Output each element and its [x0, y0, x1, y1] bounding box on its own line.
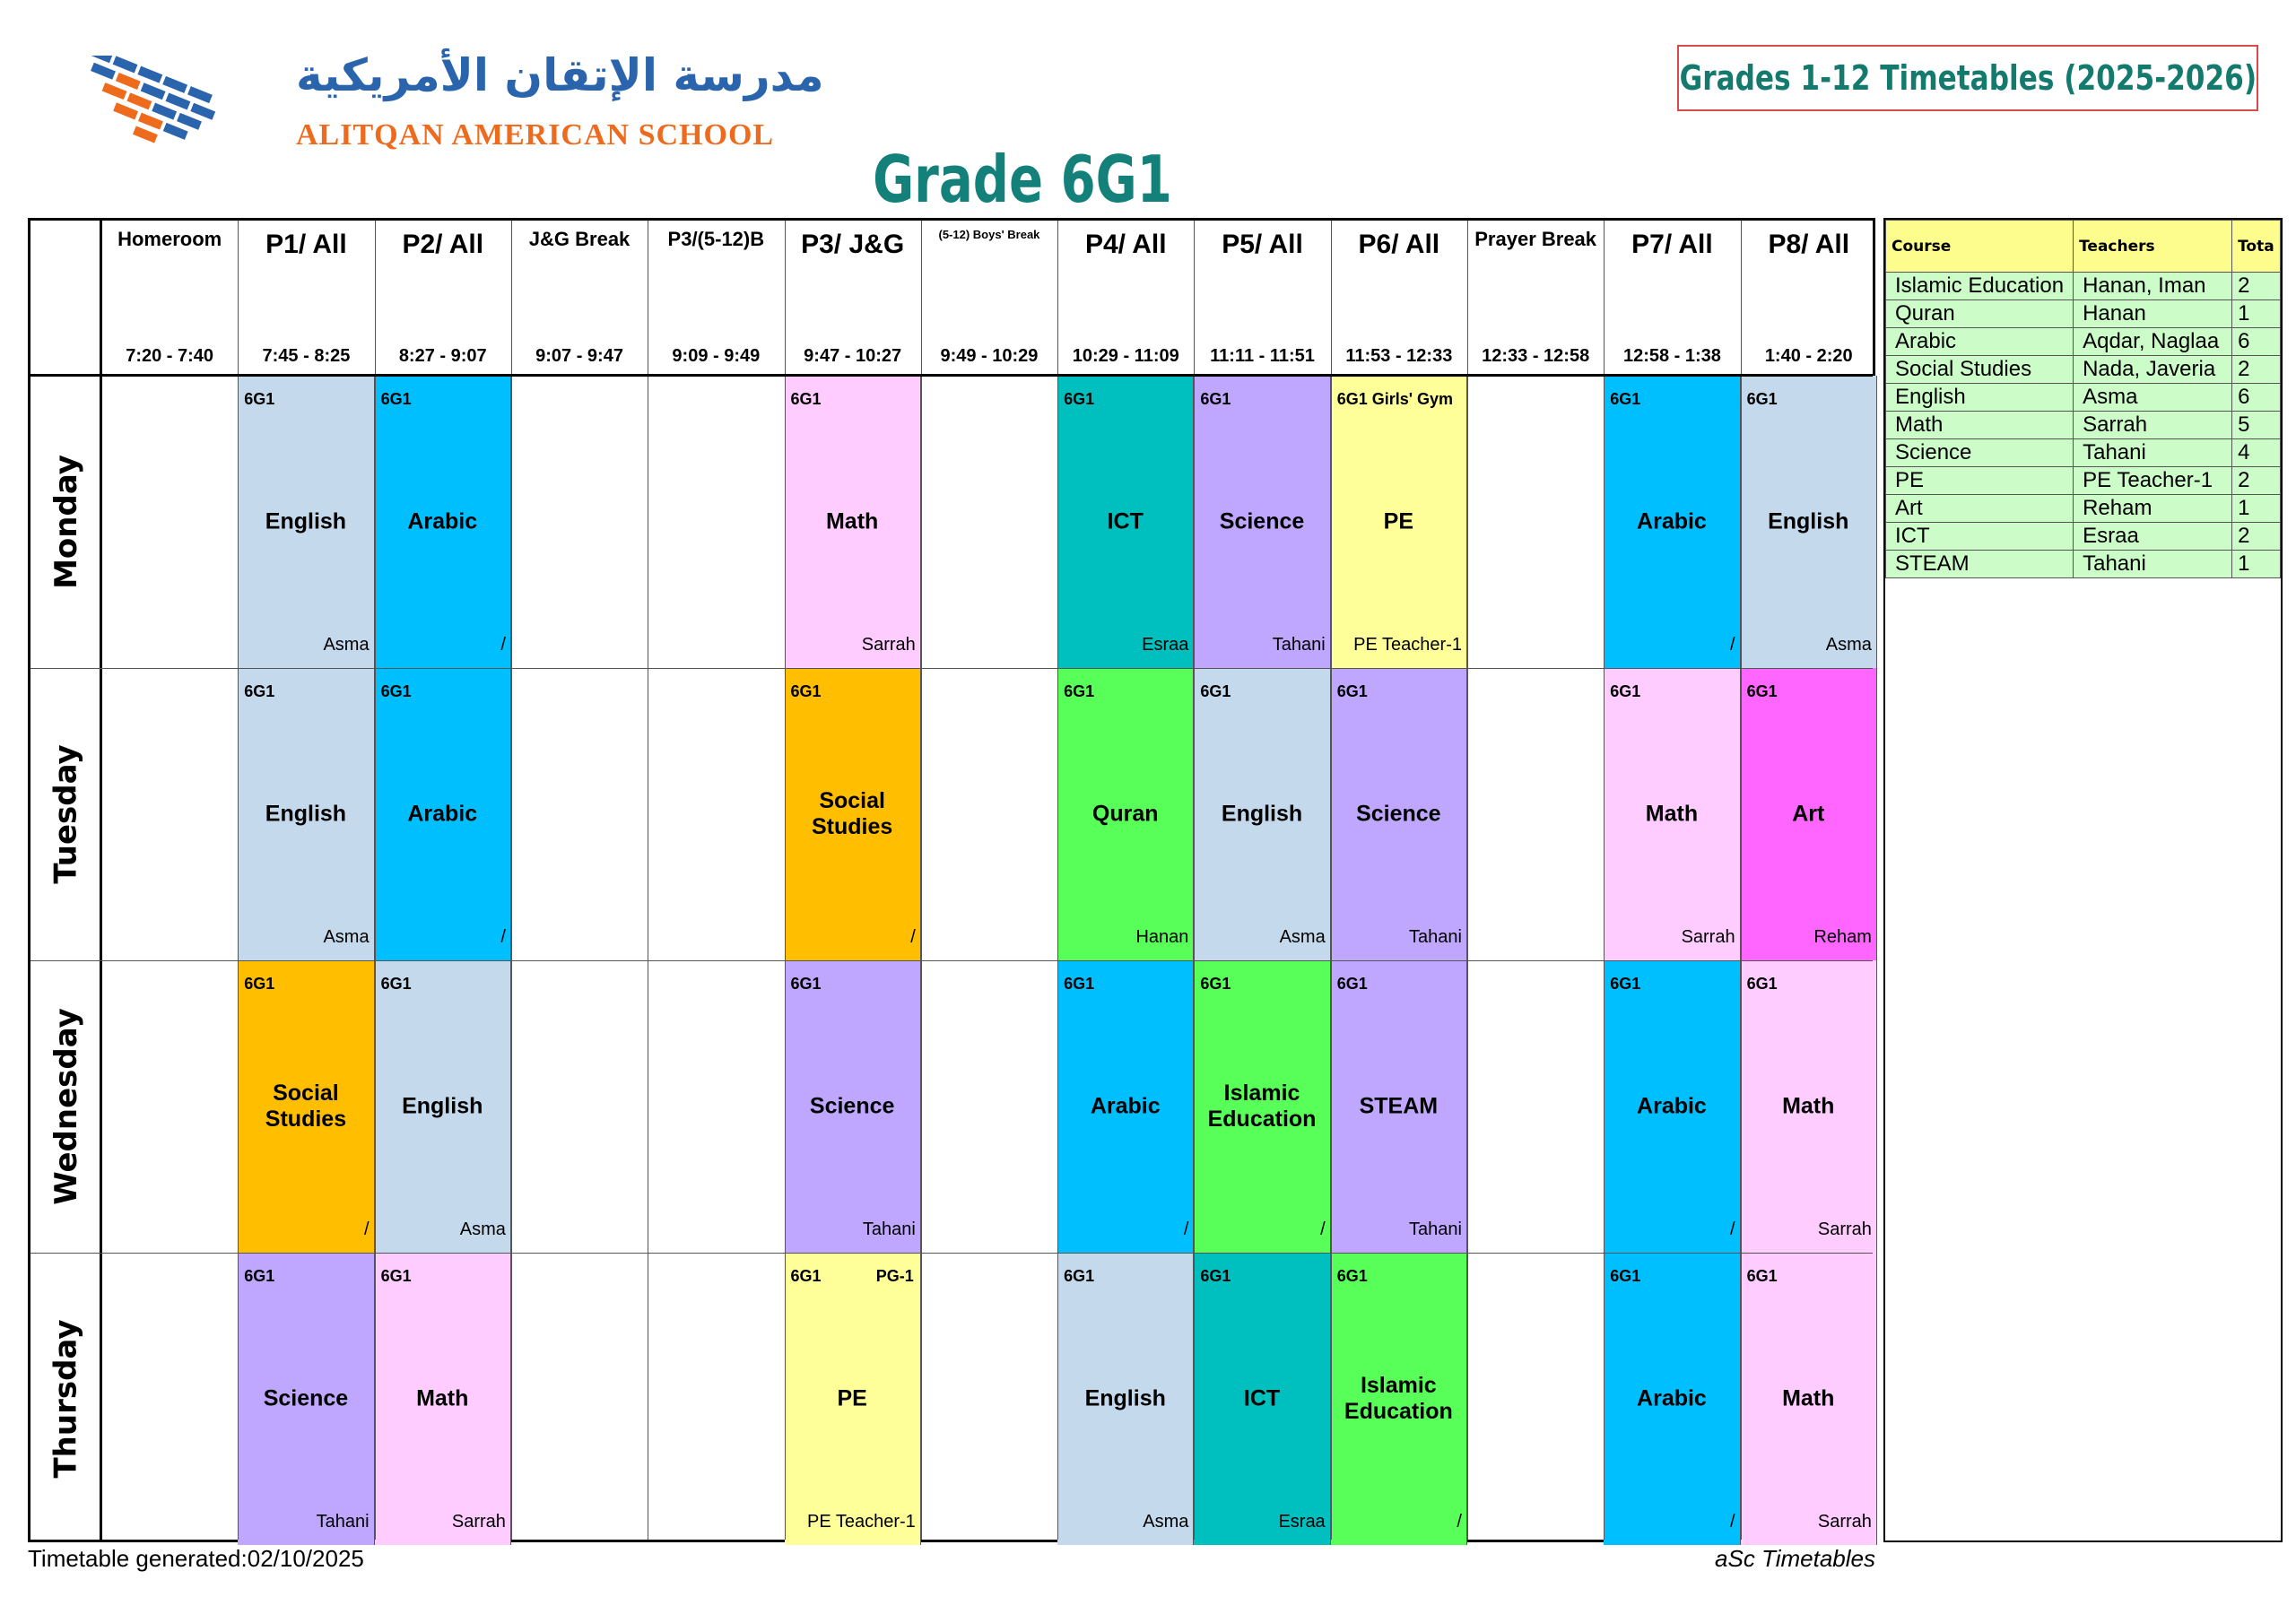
lesson-class: 6G1	[1200, 682, 1231, 700]
lesson-teacher: Asma	[1825, 635, 1872, 655]
period-header	[785, 221, 921, 376]
lesson-class: 6G1	[244, 1267, 275, 1285]
summary-total: 2	[2232, 356, 2281, 384]
lesson-class: 6G1	[790, 1267, 822, 1285]
summary-row	[1886, 495, 2281, 523]
summary-course: Math	[1886, 412, 2074, 439]
summary-row	[1886, 523, 2281, 551]
lesson-cell[interactable]	[785, 668, 921, 960]
lesson-class: 6G1	[790, 390, 822, 408]
period-header	[648, 221, 784, 376]
summary-total: 1	[2232, 495, 2281, 523]
lesson-teacher: Hanan	[1135, 927, 1189, 947]
summary-teachers: Tahani	[2074, 551, 2232, 578]
summary-total: 4	[2232, 439, 2281, 467]
lesson-teacher: /	[1730, 1219, 1735, 1239]
period-header	[238, 221, 374, 376]
period-name: (5-12) Boys' Break	[938, 228, 1040, 241]
day-name: Wednesday	[48, 1008, 84, 1205]
summary-total: 6	[2232, 328, 2281, 356]
lesson-teacher: /	[1730, 1512, 1735, 1532]
summary-course: Science	[1886, 439, 2074, 467]
summary-course: Social Studies	[1886, 356, 2074, 384]
period-header	[921, 221, 1057, 376]
lesson-teacher: Asma	[1143, 1512, 1189, 1532]
lesson-class: 6G1	[380, 1267, 412, 1285]
summary-total: 2	[2232, 273, 2281, 300]
lesson-cell[interactable]	[1331, 668, 1467, 960]
summary-teachers: Asma	[2074, 384, 2232, 412]
lesson-class: 6G1	[1746, 390, 1778, 408]
period-time: 9:47 - 10:27	[804, 346, 902, 366]
period-name: P3/ J&G	[801, 230, 905, 259]
period-name: J&G Break	[528, 228, 631, 250]
lesson-subject: English	[1221, 801, 1303, 827]
lesson-class: 6G1	[380, 975, 412, 993]
lesson-class: 6G1	[1336, 975, 1368, 993]
lesson-cell[interactable]	[1331, 376, 1467, 668]
lesson-subject: Math	[1782, 1385, 1835, 1411]
lesson-cell[interactable]	[785, 960, 921, 1253]
lesson-subject: English	[265, 508, 347, 534]
timetable-grid	[28, 218, 1875, 1542]
period-header	[511, 221, 648, 376]
grid-divider	[1741, 221, 1742, 1540]
period-header	[1741, 221, 1877, 376]
summary-course: Arabic	[1886, 328, 2074, 356]
lesson-cell[interactable]	[1057, 376, 1194, 668]
summary-total: 2	[2232, 523, 2281, 551]
lesson-subject: Arabic	[1637, 1385, 1707, 1411]
lesson-subject: PE	[1383, 508, 1414, 534]
period-time: 12:58 - 1:38	[1622, 346, 1721, 366]
generated-date: Timetable generated:02/10/2025	[28, 1545, 364, 1572]
grid-divider	[1604, 221, 1605, 1540]
lesson-teacher: Asma	[323, 927, 370, 947]
summary-row	[1886, 439, 2281, 467]
lesson-cell[interactable]	[1331, 960, 1467, 1253]
lesson-cell[interactable]	[1331, 1253, 1467, 1545]
summary-row	[1886, 356, 2281, 384]
period-header	[1057, 221, 1194, 376]
lesson-teacher: /	[1320, 1219, 1326, 1239]
lesson-subject: Art	[1792, 801, 1825, 827]
lesson-teacher: Tahani	[1409, 927, 1462, 947]
course-summary-table	[1883, 218, 2283, 1542]
lesson-teacher: Reham	[1813, 927, 1872, 947]
lesson-teacher: Tahani	[316, 1512, 370, 1532]
summary-header-course: Course	[1886, 221, 2074, 273]
summary-teachers: Aqdar, Naglaa	[2074, 328, 2232, 356]
lesson-subject: Social Studies	[812, 788, 893, 839]
day-label	[30, 1253, 101, 1545]
summary-course: English	[1886, 384, 2074, 412]
period-header	[1467, 221, 1604, 376]
period-time: 11:11 - 11:51	[1210, 346, 1315, 366]
grid-divider	[30, 374, 1873, 377]
lesson-class: 6G1	[1746, 1267, 1778, 1285]
lesson-class: 6G1	[1200, 1267, 1231, 1285]
lesson-teacher: Sarrah	[1817, 1219, 1872, 1239]
lesson-teacher: Sarrah	[1817, 1512, 1872, 1532]
period-name: P6/ All	[1358, 230, 1440, 259]
day-label	[30, 376, 101, 668]
summary-course: Islamic Education	[1886, 273, 2074, 300]
lesson-cell[interactable]	[1194, 960, 1330, 1253]
lesson-teacher: Esraa	[1142, 635, 1189, 655]
lesson-subject: Science	[809, 1093, 895, 1119]
lesson-class: 6G1 Girls' Gym	[1336, 390, 1454, 408]
lesson-subject: Math	[1782, 1093, 1835, 1119]
grid-divider	[1331, 221, 1332, 1540]
lesson-cell[interactable]	[238, 376, 374, 668]
grid-divider	[1194, 221, 1195, 1540]
lesson-teacher: /	[500, 927, 506, 947]
lesson-class: 6G1	[244, 682, 275, 700]
lesson-cell[interactable]	[785, 376, 921, 668]
summary-total: 6	[2232, 384, 2281, 412]
lesson-cell[interactable]	[1741, 668, 1877, 960]
summary-teachers: Hanan	[2074, 300, 2232, 328]
lesson-subject: Islamic Education	[1344, 1373, 1453, 1424]
lesson-class: 6G1	[1610, 1267, 1641, 1285]
lesson-teacher: Esraa	[1278, 1512, 1326, 1532]
lesson-cell[interactable]	[1057, 960, 1194, 1253]
period-name: P5/ All	[1222, 230, 1303, 259]
grid-divider	[1057, 221, 1058, 1540]
summary-row	[1886, 412, 2281, 439]
lesson-subject: STEAM	[1359, 1093, 1439, 1119]
day-name: Monday	[48, 455, 84, 589]
lesson-cell[interactable]	[785, 1253, 921, 1545]
lesson-class: 6G1	[1064, 1267, 1095, 1285]
grid-divider	[30, 1253, 1873, 1254]
logo-arabic-name: مدرسة الإتقان الأمريكية	[296, 49, 824, 101]
lesson-teacher: /	[1730, 635, 1735, 655]
lesson-cell[interactable]	[1604, 1253, 1740, 1545]
header-title: Grades 1-12 Timetables (2025-2026)	[1679, 58, 2257, 98]
lesson-teacher: /	[364, 1219, 370, 1239]
lesson-subject: Science	[1219, 508, 1305, 534]
lesson-class: 6G1	[380, 390, 412, 408]
lesson-class: 6G1	[1336, 1267, 1368, 1285]
summary-row	[1886, 328, 2281, 356]
summary-course: PE	[1886, 467, 2074, 495]
school-logo-icon	[63, 56, 242, 163]
summary-total: 2	[2232, 467, 2281, 495]
lesson-cell[interactable]	[1057, 1253, 1194, 1545]
lesson-teacher: Asma	[459, 1219, 506, 1239]
grid-divider	[1467, 221, 1468, 1540]
period-name: P7/ All	[1631, 230, 1713, 259]
lesson-cell[interactable]	[1194, 668, 1330, 960]
lesson-teacher: /	[500, 635, 506, 655]
lesson-class: 6G1	[790, 975, 822, 993]
period-time: 9:49 - 10:29	[940, 346, 1039, 366]
period-time: 7:45 - 8:25	[262, 346, 351, 366]
period-header	[1331, 221, 1467, 376]
lesson-subject: ICT	[1107, 508, 1144, 534]
lesson-room: PG-1	[875, 1267, 914, 1285]
lesson-class: 6G1	[1064, 682, 1095, 700]
logo-english-name: ALITQAN AMERICAN SCHOOL	[296, 118, 775, 152]
lesson-cell[interactable]	[1604, 668, 1740, 960]
lesson-subject: Quran	[1091, 801, 1159, 827]
grid-divider	[30, 960, 1873, 961]
lesson-teacher: /	[910, 927, 916, 947]
lesson-cell[interactable]	[1194, 1253, 1330, 1545]
lesson-class: 6G1	[244, 390, 275, 408]
lesson-cell[interactable]	[1604, 960, 1740, 1253]
summary-teachers: PE Teacher-1	[2074, 467, 2232, 495]
lesson-class: 6G1	[380, 682, 412, 700]
lesson-cell[interactable]	[375, 668, 511, 960]
period-time: 9:09 - 9:49	[672, 346, 761, 366]
period-header	[1194, 221, 1330, 376]
page-title: Grade 6G1	[873, 142, 1172, 217]
period-time: 11:53 - 12:33	[1345, 346, 1453, 366]
grid-divider	[100, 221, 102, 1540]
lesson-class: 6G1	[1610, 682, 1641, 700]
lesson-teacher: Tahani	[862, 1219, 916, 1239]
lesson-cell[interactable]	[1057, 668, 1194, 960]
summary-teachers: Tahani	[2074, 439, 2232, 467]
lesson-teacher: Asma	[323, 635, 370, 655]
lesson-subject: English	[265, 801, 347, 827]
period-header	[1604, 221, 1740, 376]
lesson-subject: Arabic	[407, 508, 478, 534]
lesson-teacher: /	[1457, 1512, 1462, 1532]
lesson-teacher: PE Teacher-1	[806, 1512, 916, 1532]
period-header	[101, 221, 238, 376]
lesson-subject: ICT	[1243, 1385, 1281, 1411]
lesson-subject: Arabic	[407, 801, 478, 827]
period-name: Prayer Break	[1474, 228, 1597, 250]
period-name: P3/(5-12)B	[667, 228, 765, 250]
summary-course: Quran	[1886, 300, 2074, 328]
period-name: P2/ All	[402, 230, 484, 259]
period-time: 1:40 - 2:20	[1764, 346, 1853, 366]
lesson-subject: Arabic	[1090, 1093, 1161, 1119]
summary-teachers: Hanan, Iman	[2074, 273, 2232, 300]
lesson-cell[interactable]	[1741, 376, 1877, 668]
lesson-subject: Science	[263, 1385, 349, 1411]
lesson-subject: Science	[1356, 801, 1441, 827]
summary-row	[1886, 300, 2281, 328]
period-name: P8/ All	[1768, 230, 1850, 259]
grid-divider	[511, 221, 512, 1540]
summary-row	[1886, 273, 2281, 300]
period-header	[375, 221, 511, 376]
lesson-cell[interactable]	[1741, 1253, 1877, 1545]
lesson-teacher: Asma	[1279, 927, 1326, 947]
lesson-teacher: /	[1183, 1219, 1189, 1239]
lesson-class: 6G1	[1064, 975, 1095, 993]
lesson-subject: Math	[416, 1385, 469, 1411]
summary-total: 1	[2232, 300, 2281, 328]
lesson-subject: English	[1768, 508, 1849, 534]
lesson-teacher: Tahani	[1272, 635, 1326, 655]
timetables-header-box	[1677, 45, 2258, 111]
period-time: 10:29 - 11:09	[1072, 346, 1179, 366]
lesson-teacher: Sarrah	[451, 1512, 506, 1532]
summary-row	[1886, 384, 2281, 412]
period-time: 8:27 - 9:07	[398, 346, 487, 366]
lesson-teacher: Sarrah	[861, 635, 916, 655]
lesson-cell[interactable]	[375, 376, 511, 668]
period-time: 12:33 - 12:58	[1482, 346, 1590, 366]
summary-row	[1886, 467, 2281, 495]
lesson-class: 6G1	[1610, 975, 1641, 993]
grid-divider	[785, 221, 786, 1540]
lesson-class: 6G1	[1336, 682, 1368, 700]
lesson-subject: Math	[825, 508, 879, 534]
lesson-subject: Social Studies	[265, 1081, 347, 1132]
summary-total: 5	[2232, 412, 2281, 439]
grid-divider	[375, 221, 376, 1540]
lesson-cell[interactable]	[238, 668, 374, 960]
lesson-cell[interactable]	[238, 960, 374, 1253]
summary-teachers: Nada, Javeria	[2074, 356, 2232, 384]
lesson-class: 6G1	[1064, 390, 1095, 408]
grid-divider	[238, 221, 239, 1540]
day-name: Thursday	[48, 1319, 84, 1479]
lesson-cell[interactable]	[375, 1253, 511, 1545]
lesson-cell[interactable]	[1604, 376, 1740, 668]
lesson-class: 6G1	[1610, 390, 1641, 408]
lesson-subject: English	[402, 1093, 483, 1119]
summary-course: STEAM	[1886, 551, 2074, 578]
summary-header-total: Tota	[2232, 221, 2281, 273]
lesson-class: 6G1	[1746, 682, 1778, 700]
summary-course: ICT	[1886, 523, 2074, 551]
lesson-subject: PE	[837, 1385, 867, 1411]
lesson-cell[interactable]	[375, 960, 511, 1253]
lesson-class: 6G1	[1200, 975, 1231, 993]
period-name: Homeroom	[117, 228, 222, 250]
period-time: 9:07 - 9:47	[535, 346, 623, 366]
day-name: Tuesday	[48, 744, 84, 884]
lesson-cell[interactable]	[1194, 376, 1330, 668]
lesson-teacher: Tahani	[1409, 1219, 1462, 1239]
day-label	[30, 960, 101, 1253]
grid-divider	[921, 221, 922, 1540]
lesson-teacher: PE Teacher-1	[1353, 635, 1462, 655]
summary-teachers: Sarrah	[2074, 412, 2232, 439]
software-credit: aSc Timetables	[1715, 1545, 1875, 1572]
summary-teachers: Esraa	[2074, 523, 2232, 551]
summary-teachers: Reham	[2074, 495, 2232, 523]
period-name: P1/ All	[265, 230, 347, 259]
summary-header-teachers: Teachers	[2074, 221, 2232, 273]
period-time: 7:20 - 7:40	[126, 346, 214, 366]
summary-course: Art	[1886, 495, 2074, 523]
summary-row	[1886, 551, 2281, 578]
lesson-class: 6G1	[1200, 390, 1231, 408]
lesson-cell[interactable]	[238, 1253, 374, 1545]
lesson-cell[interactable]	[1741, 960, 1877, 1253]
lesson-class: 6G1	[1746, 975, 1778, 993]
lesson-subject: Math	[1645, 801, 1699, 827]
period-name: P4/ All	[1084, 230, 1167, 259]
day-label	[30, 668, 101, 960]
lesson-subject: English	[1084, 1385, 1166, 1411]
lesson-subject: Arabic	[1637, 1093, 1707, 1119]
lesson-teacher: Sarrah	[1681, 927, 1735, 947]
lesson-class: 6G1	[790, 682, 822, 700]
lesson-class: 6G1	[244, 975, 275, 993]
summary-total: 1	[2232, 551, 2281, 578]
grid-divider	[30, 668, 1873, 669]
lesson-subject: Arabic	[1637, 508, 1707, 534]
lesson-subject: Islamic Education	[1207, 1081, 1317, 1132]
summary-header-row	[1886, 221, 2281, 273]
